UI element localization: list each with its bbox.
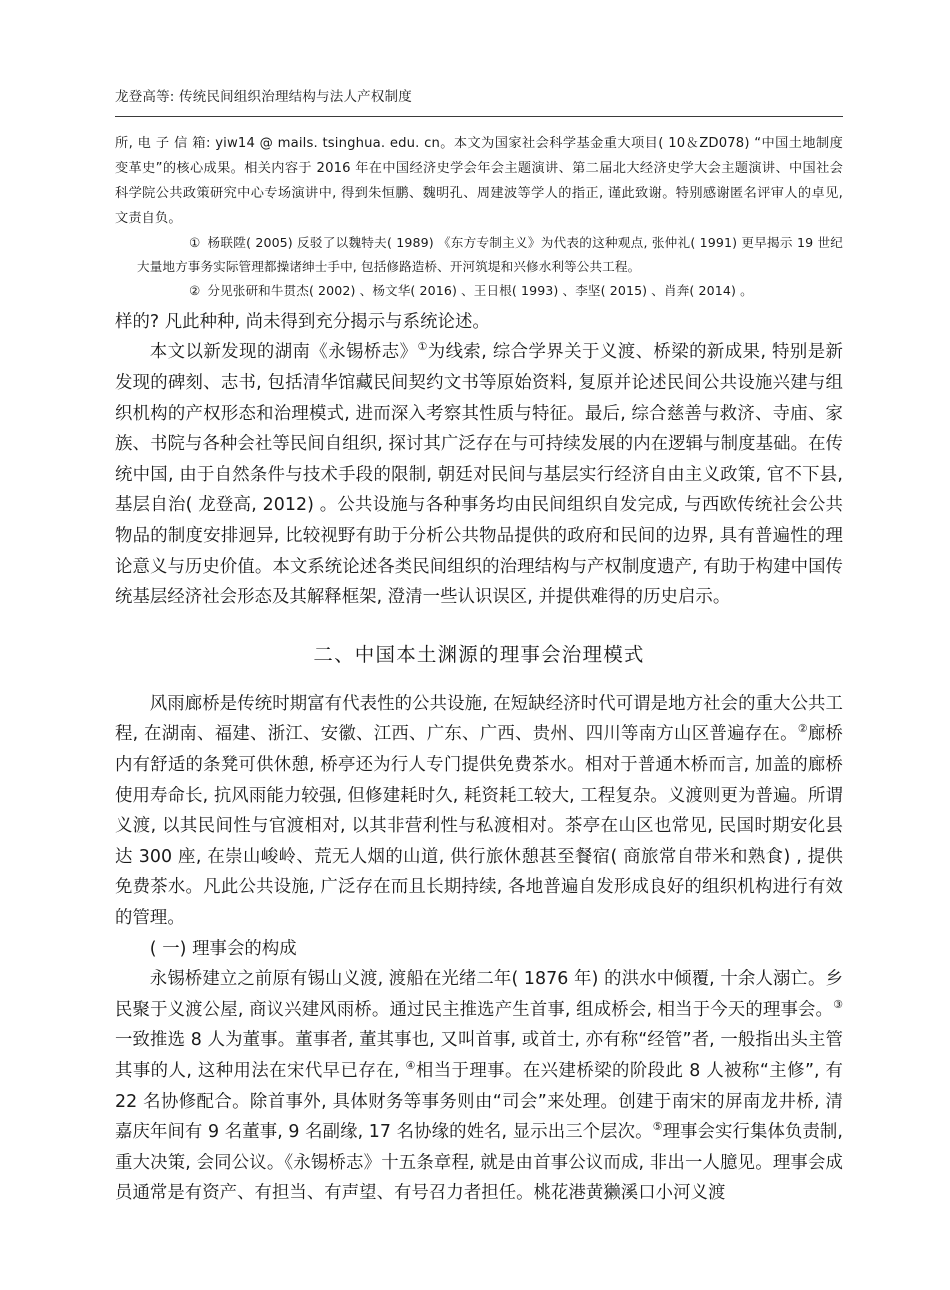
footnote-lead-text: 所, 电 子 信 箱: yiw14 @ mails. tsinghua. edu. cn。本文为国家社会科学基金重大项目( 10＆ZD078) “中国土地制度变革史”的核心成果。相关内容于 2016 年在中国经济史学会年会主题演讲、第二届北大经济史学大会主题演讲、中国社会科学院公共政策研究中心专场演讲中, 得到朱恒鹏、魏明孔、周建波等学人的指正, 谨此致谢。特别感谢匿名评审人的卓见, 文责自负。: [115, 135, 843, 226]
header-rule-divider: [115, 116, 843, 117]
main-body: [115, 307, 843, 1209]
footnote-marker-1: ①: [189, 234, 201, 250]
body-paragraph-3: [115, 964, 843, 1209]
footnote-ref-3: ③: [833, 997, 843, 1011]
footnote-text-2: 分见张研和牛贯杰( 2002) 、杨文华( 2016) 、王日根( 1993) 、李坚( 2015) 、肖奔( 2014) 。: [207, 282, 753, 298]
footnote-text-1: 杨联陞( 2005) 反驳了以魏特夫( 1989) 《东方专制主义》为代表的这种观点, 张仲礼( 1991) 更早揭示 19 世纪大量地方事务实际管理都操诸绅士手中, 包括修路造桥、开河筑堤和兴修水利等公共工程。: [137, 234, 843, 274]
page-content: [115, 0, 843, 1209]
body-paragraph-1: [115, 337, 843, 612]
paragraph-3-text-part4: 理事会实行集体负责制, 重大决策, 会同公议。《永锡桥志》十五条章程, 就是由首事公议而成, 非出一人臆见。理事会成员通常是有资产、有担当、有声望、有号召力者担任。桃花港黄獭溪口小河义渡: [115, 1122, 843, 1204]
running-head: 龙登高等: 传统民间组织治理结构与法人产权制度: [115, 89, 412, 105]
paragraph-3-text-part2: 一致推选 8 人为董事。董事者, 董其事也, 又叫首事, 或首士, 亦有称“经管”者, 一般指出头主管其事的人, 这种用法在宋代早已存在,: [115, 1030, 843, 1081]
paragraph-3-text-part1: 永锡桥建立之前原有锡山义渡, 渡船在光绪二年( 1876 年) 的洪水中倾覆, 十余人溺亡。乡民聚于义渡公屋, 商议兴建风雨桥。通过民主推选产生首事, 组成桥会, 相当于今天的理事会。: [115, 969, 843, 1020]
footnote-ref-1: ①: [417, 340, 428, 354]
footnote-ref-4: ④: [405, 1059, 416, 1073]
paragraph-2-text-part1: 风雨廊桥是传统时期富有代表性的公共设施, 在短缺经济时代可谓是地方社会的重大公共工程, 在湖南、福建、浙江、安徽、江西、广东、广西、贵州、四川等南方山区普遍存在。: [115, 693, 843, 745]
footnote-block: [115, 131, 843, 303]
footnote-item: [115, 231, 843, 279]
footnote-item: [115, 279, 843, 303]
footnote-marker-2: ②: [189, 282, 201, 298]
footnote-ref-5: ⑤: [652, 1120, 663, 1134]
paragraph-1-text-part2: 为线索, 综合学界关于义渡、桥梁的新成果, 特别是新发现的碑刻、志书, 包括清华馆藏民间契约文书等原始资料, 复原并论述民间公共设施兴建与组织机构的产权形态和治理模式, 进而深入考察其性质与特征。最后, 综合慈善与救济、寺庙、家族、书院与各种会社等民间自组织, 探讨其广泛存在与可持续发展的内在逻辑与制度基础。在传统中国, 由于自然条件与技术手段的限制, 朝廷对民间与基层实行经济自由主义政策, 官不下县, 基层自治( 龙登高, 2012) 。公共设施与各种事务均由民间组织自发完成, 与西欧传统社会公共物品的制度安排迥异, 比较视野有助于分析公共物品提供的政府和民间的边界, 具有普遍性的理论意义与历史价值。本文系统论述各类民间组织的治理结构与产权制度遗产, 有助于构建中国传统基层经济社会形态及其解释框架, 澄清一些认识误区, 并提供难得的历史启示。: [115, 342, 843, 608]
paragraph-2-text-part2: 廊桥内有舒适的条凳可供休憩, 桥亭还为行人专门提供免费茶水。相对于普通木桥而言, 加盖的廊桥使用寿命长, 抗风雨能力较强, 但修建耗时久, 耗资耗工较大, 工程复杂。义渡则更为普遍。所谓义渡, 以其民间性与官渡相对, 以其非营利性与私渡相对。茶亭在山区也常见, 民国时期安化县达 300 座, 在崇山峻岭、荒无人烟的山道, 供行旅休憩甚至餐宿( 商旅常自带米和熟食) , 提供免费茶水。凡此公共设施, 广泛存在而且长期持续, 各地普遍自发形成良好的组织机构进行有效的管理。: [115, 724, 843, 928]
section-heading: 二、中国本土渊源的理事会治理模式: [313, 642, 645, 666]
carryover-paragraph: 样的? 凡此种种, 尚未得到充分揭示与系统论述。: [115, 311, 490, 332]
subsection-heading: ( 一) 理事会的构成: [149, 938, 297, 959]
footnote-ref-2: ②: [797, 722, 808, 736]
paragraph-1-text-part1: 本文以新发现的湖南《永锡桥志》: [149, 342, 418, 363]
body-paragraph-2: [115, 689, 843, 934]
paragraph-3-text-part3: 相当于理事。在兴建桥梁的阶段此 8 人被称“主修”, 有 22 名协修配合。除首事外, 具体财务等事务则由“司会”来处理。创建于南宋的屏南龙井桥, 清嘉庆年间有 9 名董事, 9 名副缘, 17 名协缘的姓名, 显示出三个层次。: [115, 1060, 843, 1143]
